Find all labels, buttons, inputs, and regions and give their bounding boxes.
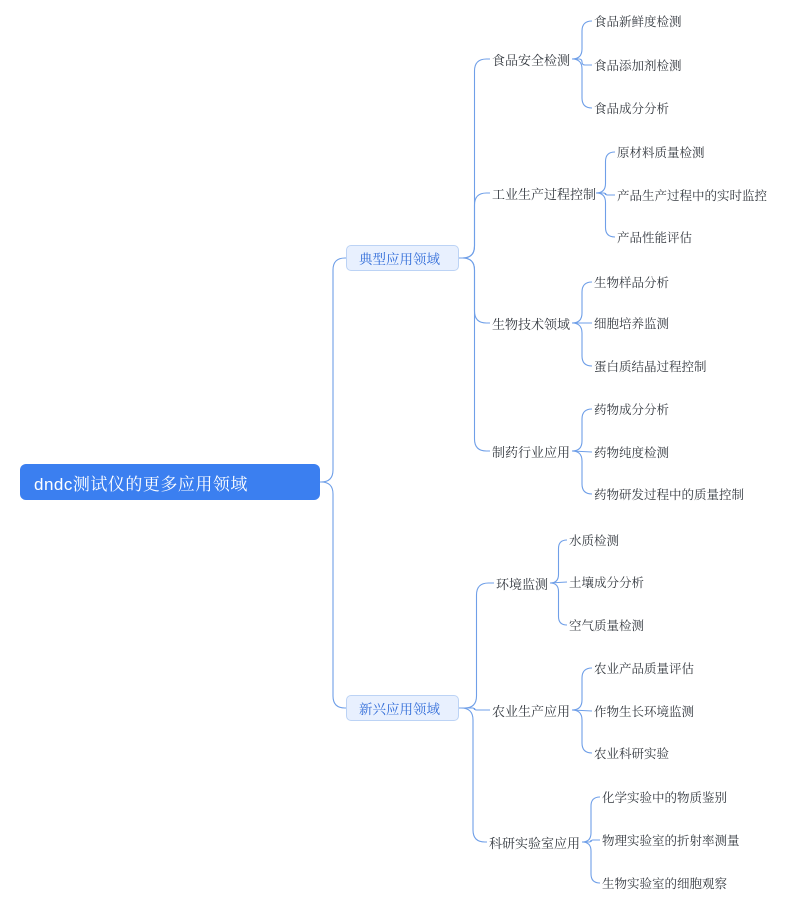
- root-node[interactable]: dndc测试仪的更多应用领域: [20, 464, 320, 500]
- sub-branch-node[interactable]: 生物技术领域: [492, 316, 571, 332]
- branch-node-1[interactable]: 典型应用领域: [346, 245, 459, 271]
- leaf-node[interactable]: 食品成分分析: [594, 102, 670, 116]
- leaf-node[interactable]: 药物成分分析: [594, 403, 670, 417]
- leaf-node[interactable]: 化学实验中的物质鉴别: [602, 791, 728, 805]
- leaf-node[interactable]: 农业科研实验: [594, 747, 670, 761]
- sub-branch-node[interactable]: 科研实验室应用: [489, 835, 581, 851]
- leaf-node[interactable]: 土壤成分分析: [569, 576, 645, 590]
- leaf-node[interactable]: 食品新鲜度检测: [594, 15, 682, 29]
- leaf-node[interactable]: 空气质量检测: [569, 619, 645, 633]
- leaf-node[interactable]: 药物纯度检测: [594, 446, 670, 460]
- leaf-node[interactable]: 药物研发过程中的质量控制: [594, 488, 745, 502]
- sub-branch-node[interactable]: 制药行业应用: [492, 444, 571, 460]
- leaf-node[interactable]: 生物样品分析: [594, 276, 670, 290]
- leaf-node[interactable]: 生物实验室的细胞观察: [602, 877, 728, 891]
- leaf-node[interactable]: 产品性能评估: [617, 231, 693, 245]
- leaf-node[interactable]: 细胞培养监测: [594, 317, 670, 331]
- leaf-node[interactable]: 物理实验室的折射率测量: [602, 834, 740, 848]
- leaf-node[interactable]: 蛋白质结晶过程控制: [594, 360, 707, 374]
- sub-branch-node[interactable]: 工业生产过程控制: [492, 186, 597, 202]
- leaf-node[interactable]: 产品生产过程中的实时监控: [617, 189, 768, 203]
- leaf-node[interactable]: 原材料质量检测: [617, 146, 705, 160]
- sub-branch-node[interactable]: 食品安全检测: [492, 52, 571, 68]
- sub-branch-node[interactable]: 环境监测: [496, 576, 549, 592]
- leaf-node[interactable]: 食品添加剂检测: [594, 59, 682, 73]
- sub-branch-node[interactable]: 农业生产应用: [492, 703, 571, 719]
- leaf-node[interactable]: 农业产品质量评估: [594, 662, 695, 676]
- leaf-node[interactable]: 作物生长环境监测: [594, 705, 695, 719]
- branch-node-2[interactable]: 新兴应用领域: [346, 695, 459, 721]
- leaf-node[interactable]: 水质检测: [569, 534, 620, 548]
